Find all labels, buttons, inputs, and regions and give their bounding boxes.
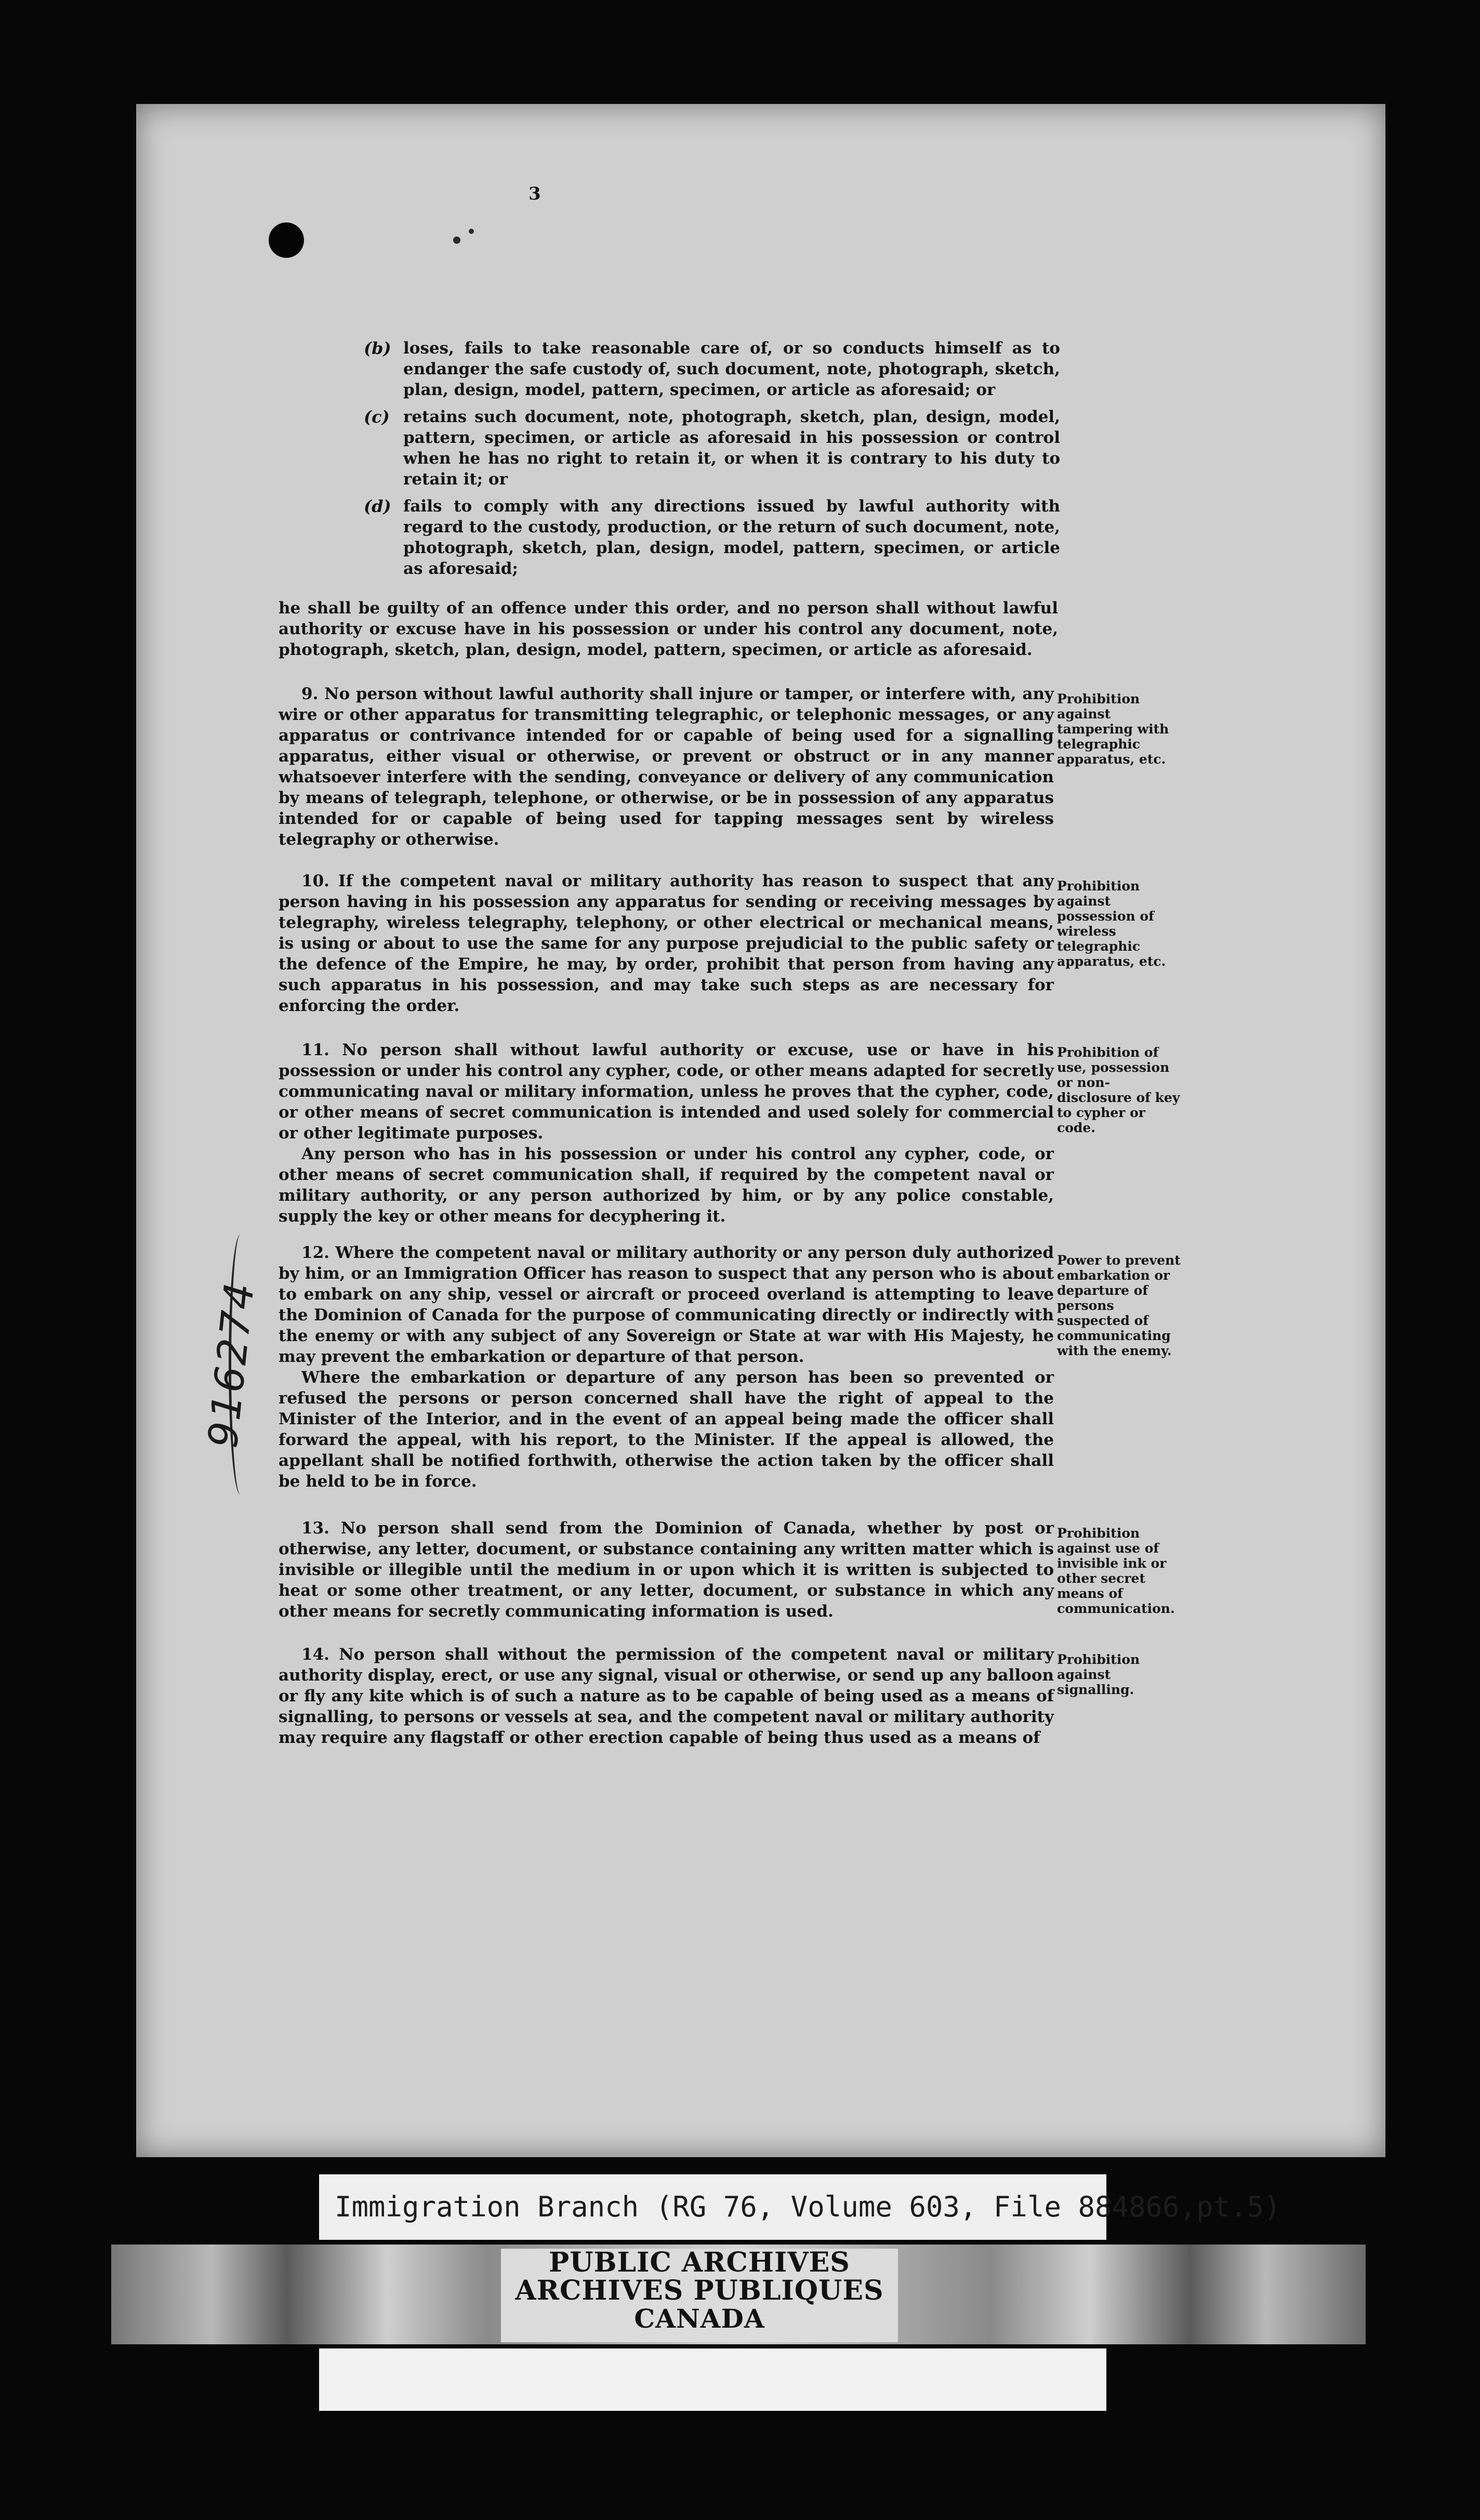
margin-note-12: Power to prevent embarkation or departure of persons suspected of communicating with the enemy. [1057,1253,1181,1358]
section-12 [279,1242,1054,1492]
margin-note-10: Prohibition against possession of wireless telegraphic apparatus, etc. [1057,878,1166,969]
section-text: 14. No person shall without the permission of the competent naval or military authority display, erect, or use any signal, visual or otherwise, or send up any balloon or fly any kite which is of such a nature as to be capable of being used as a means of signalling, to persons or vessels at sea, and the competent naval or military authority may require any flagstaff or other erection capable of being thus used as a means of [279,1645,1054,1747]
section-text: 9. No person without lawful authority shall injure or tamper, or interfere with, any wire or other apparatus for transmitting telegraphic, or telephonic messages, or any apparatus or contrivance intended for or capable of being used for a signalling apparatus, either visual or otherwise, or prevent or obstruct or in any manner whatsoever interfere with the sending, conveyance or delivery of any communication by means of telegraph, telephone, or otherwise, or be in possession of any apparatus intended for or capable of being used for tapping messages sent by wireless telegraphy or otherwise. [279,685,1054,849]
archive-stamp [501,2249,898,2342]
section-9 [279,684,1054,850]
margin-note-14: Prohibition against signalling. [1057,1652,1140,1697]
section-text: Any person who has in his possession or under his control any cypher, code, or other means of secret communication shall, if required by the competent naval or military authority, or any person authorized by him, or by any police constable, supply the key or other means for decyphering it. [279,1145,1054,1226]
page-number: 3 [528,183,541,204]
handwritten-annotation: 916274 [200,1279,264,1450]
stamp-line-1: PUBLIC ARCHIVES [549,2247,850,2278]
margin-note-9: Prohibition against tampering with telegraphic apparatus, etc. [1057,691,1169,767]
section-11 [279,1040,1054,1227]
section-13 [279,1518,1054,1622]
section-text: 12. Where the competent naval or military authority or any person duly authorized by him, or an Immigration Officer has reason to suspect that any person who is about to embark on any ship, vessel or aircraft or proceed overland is attempting to leave the Dominion of Canada for the purpose of communicating directly or indirectly with the enemy or with any subject of any Sovereign or State at war with His Majesty, he may prevent the embarkation or departure of that person. [279,1243,1054,1366]
archive-citation: Immigration Branch (RG 76, Volume 603, File 884866,pt.5) [319,2174,1106,2240]
closing-text: he shall be guilty of an offence under this order, and no person shall without lawful authority or excuse have in his possession or under his control any document, note, photograph, sketch, plan, design, model, pattern, specimen, or article as aforesaid. [279,599,1058,659]
clause-text: fails to comply with any directions issued by lawful authority with regard to the custody, production, or the return of such document, note, photograph, sketch, plan, design, model, pattern, specimen, or article as aforesaid; [403,497,1060,578]
clause-mark: (c) [364,407,390,427]
closing-paragraph [279,598,1058,660]
stamp-line-2: ARCHIVES PUBLIQUES [515,2275,884,2306]
margin-note-11: Prohibition of use, possession or non-disclosure of key to cypher or code. [1057,1045,1180,1135]
section-text: 10. If the competent naval or military authority has reason to suspect that any person having in his possession any apparatus for sending or receiving messages by telegraphy, wireless telegraphy, telephony, or other electrical or mechanical means, is using or about to use the same for any purpose prejudicial to the public safety or the defence of the Empire, he may, by order, prohibit that person from having any such apparatus in his possession, and may take such steps as are necessary for enforcing the order. [279,872,1054,1015]
stamp-line-3: CANADA [634,2303,765,2334]
section-14 [279,1644,1054,1748]
clause-text: retains such document, note, photograph, sketch, plan, design, model, pattern, specimen, or article as aforesaid in his possession or control when he has no right to retain it, or when it is contrary to his duty to retain it; or [403,408,1060,489]
margin-note-13: Prohibition against use of invisible ink or other secret means of communication. [1057,1526,1175,1616]
clause-mark: (b) [364,338,391,358]
section-text: 11. No person shall without lawful authority or excuse, use or have in his possession or under his control any cypher, code, or other means adapted for secretly communicating naval or military information, unless he proves that the cypher, code, or other means of secret communication is intended and used solely for commercial or other legitimate purposes. [279,1041,1054,1143]
clause-text: loses, fails to take reasonable care of, or so conducts himself as to endanger the safe custody of, such document, note, photograph, sketch, plan, design, model, pattern, specimen, or article as aforesaid; or [403,339,1060,399]
section-10 [279,871,1054,1016]
section-text: 13. No person shall send from the Dominion of Canada, whether by post or otherwise, any letter, document, or substance containing any written matter which is invisible or illegible until the medium in or upon which it is written is subjected to heat or some other treatment, or any letter, document, or substance in which any other means for secretly communicating information is used. [279,1519,1054,1621]
clause-mark: (d) [364,496,391,516]
section-text: Where the embarkation or departure of any person has been so prevented or refused the persons or person concerned shall have the right of appeal to the Minister of the Interior, and in the event of an appeal being made the officer shall forward the appeal, with his report, to the Minister. If the appeal is allowed, the appellant shall be notified forthwith, otherwise the action taken by the officer shall be held to be in force. [279,1368,1054,1491]
bottom-label-band [319,2348,1106,2411]
